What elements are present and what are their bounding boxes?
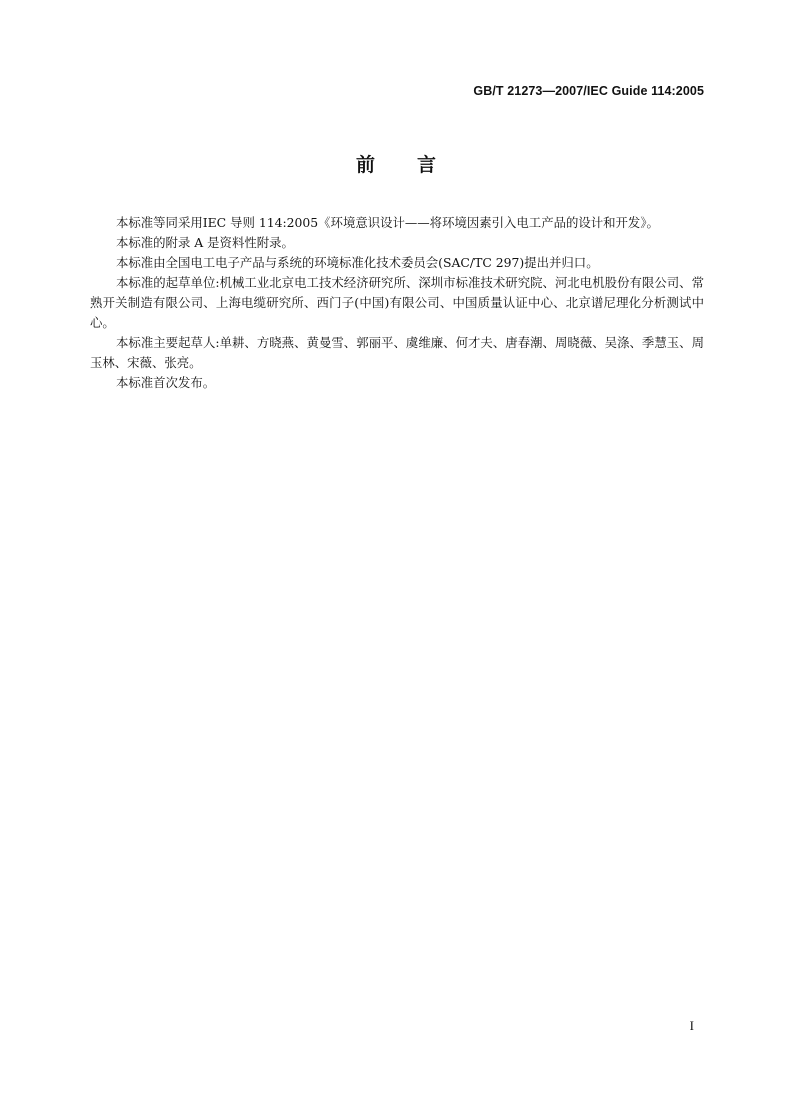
standard-code-header: GB/T 21273—2007/IEC Guide 114:2005	[473, 84, 704, 98]
paragraph-annex: 本标准的附录 A 是资料性附录。	[116, 235, 294, 250]
paragraph-drafting-units: 本标准的起草单位:机械工业北京电工技术经济研究所、深圳市标准技术研究院、河北电机股份有限公司、常熟开关制造有限公司、上海电缆研究所、西门子(中国)有限公司、中国质量认证中心、北京谱尼理化分析测试中心。	[90, 275, 704, 330]
page-title: 前言	[355, 154, 478, 176]
paragraph-drafters: 本标准主要起草人:单耕、方晓燕、黄曼雪、郭丽平、虞维廉、何才夫、唐春潮、周晓薇、吴涤、季慧玉、周玉林、宋薇、张亮。	[90, 335, 704, 370]
paragraph-proposer: 本标准由全国电工电子产品与系统的环境标准化技术委员会(SAC/TC 297)提出并归口。	[116, 255, 599, 270]
paragraph-adoption: 本标准等同采用IEC 导则 114:2005《环境意识设计——将环境因素引入电工产品的设计和开发》。	[116, 215, 659, 230]
page-number: I	[689, 1018, 694, 1033]
paragraph-first-release: 本标准首次发布。	[116, 375, 216, 390]
document-body	[90, 213, 704, 393]
